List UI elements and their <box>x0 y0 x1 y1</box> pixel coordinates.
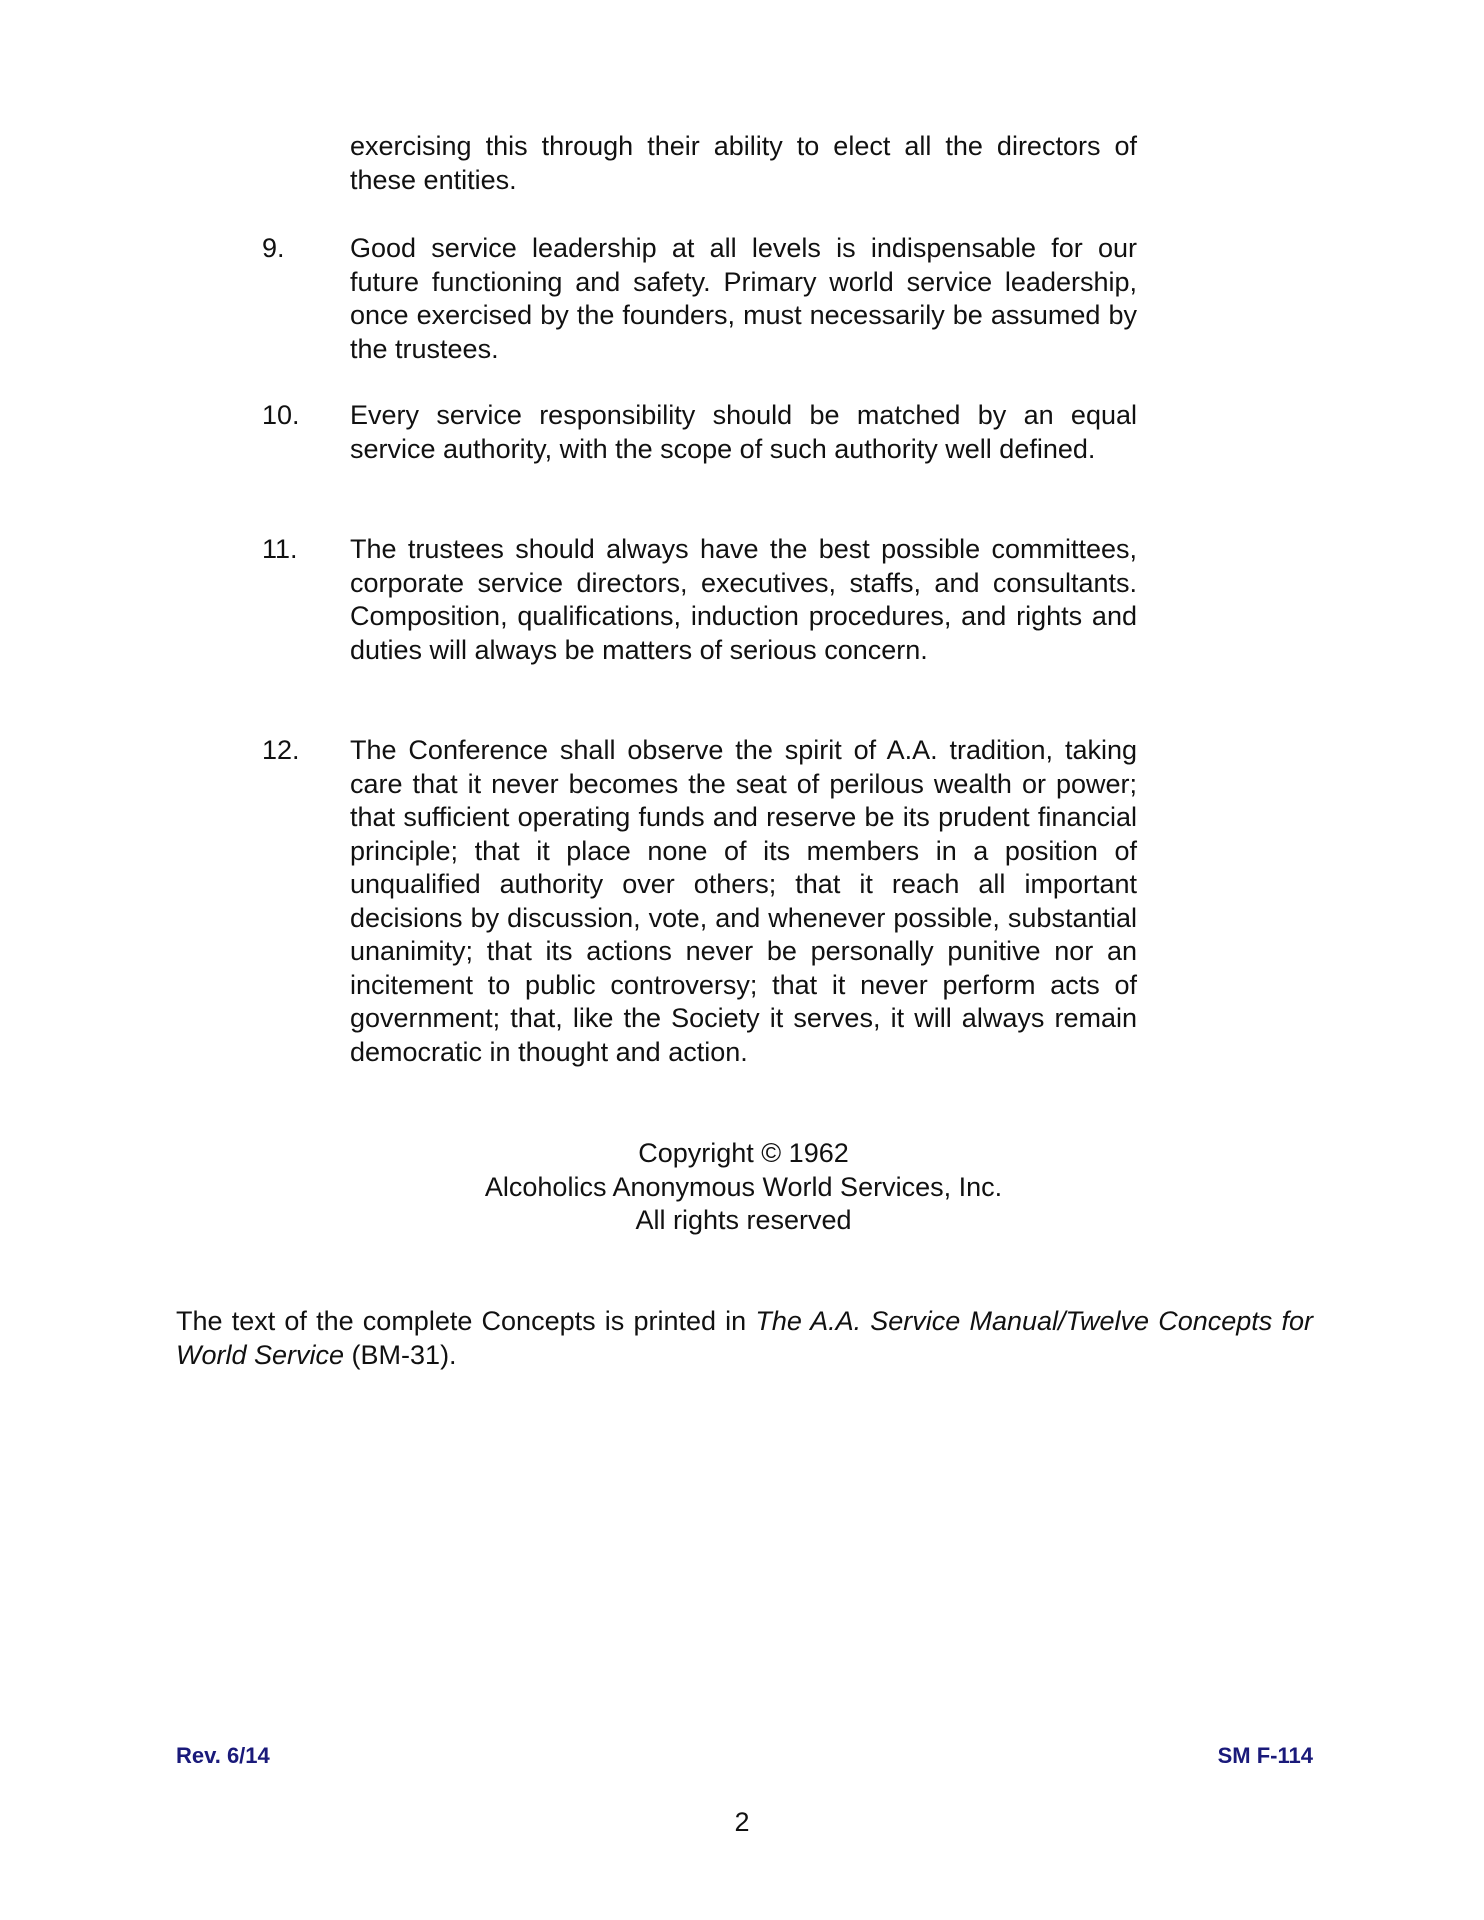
page-number: 2 <box>734 1807 750 1837</box>
footnote-book-title: The A.A. Service Manual/Twelve Concepts for World Service <box>176 1306 1313 1370</box>
document-code: SM F-114 <box>1217 1743 1313 1768</box>
copyright-line: Copyright © 1962 <box>638 1138 849 1168</box>
item-text: The trustees should always have the best possible committees, corporate service directors, executives, staffs, and consultants. Composition, qualifications, induction procedures, and rights and duties will always be matters of serious concern. <box>350 534 1137 665</box>
footnote-suffix: (BM-31). <box>344 1339 457 1370</box>
concept-item-10 <box>262 399 1137 466</box>
item-text: Good service leadership at all levels is indispensable for our future functioning and safety. Primary world service leadership, once exercised by the founders, must necessarily be assumed by the trustees. <box>350 233 1137 364</box>
footnote-prefix: The text of the complete Concepts is printed in <box>176 1306 756 1336</box>
item-number: 9. <box>262 233 285 263</box>
copyright-notice <box>350 1137 1137 1238</box>
concept-item-12 <box>262 734 1137 1069</box>
revision-label: Rev. 6/14 <box>176 1743 270 1768</box>
continuation-paragraph: exercising this through their ability to elect all the directors of these entities. <box>350 131 1137 195</box>
item-number: 10. <box>262 400 300 430</box>
item-text: Every service responsibility should be matched by an equal service authority, with the scope of such authority well defined. <box>350 400 1137 464</box>
item-number: 12. <box>262 735 300 765</box>
rights-line: All rights reserved <box>635 1205 852 1235</box>
item-text: The Conference shall observe the spirit of A.A. tradition, taking care that it never becomes the seat of perilous wealth or power; that sufficient operating funds and reserve be its prudent financial principle; that it place none of its members in a position of unqualified authority over others; that it reach all important decisions by discussion, vote, and whenever possible, substantial unanimity; that its actions never be personally punitive nor an incitement to public controversy; that it never perform acts of government; that, like the Society it serves, it will always remain democratic in thought and action. <box>350 735 1137 1067</box>
item-number: 11. <box>262 534 298 564</box>
publisher-line: Alcoholics Anonymous World Services, Inc. <box>484 1171 1003 1202</box>
footnote-paragraph <box>176 1305 1313 1372</box>
concept-item-9 <box>262 232 1137 366</box>
concept-item-11 <box>262 533 1137 667</box>
